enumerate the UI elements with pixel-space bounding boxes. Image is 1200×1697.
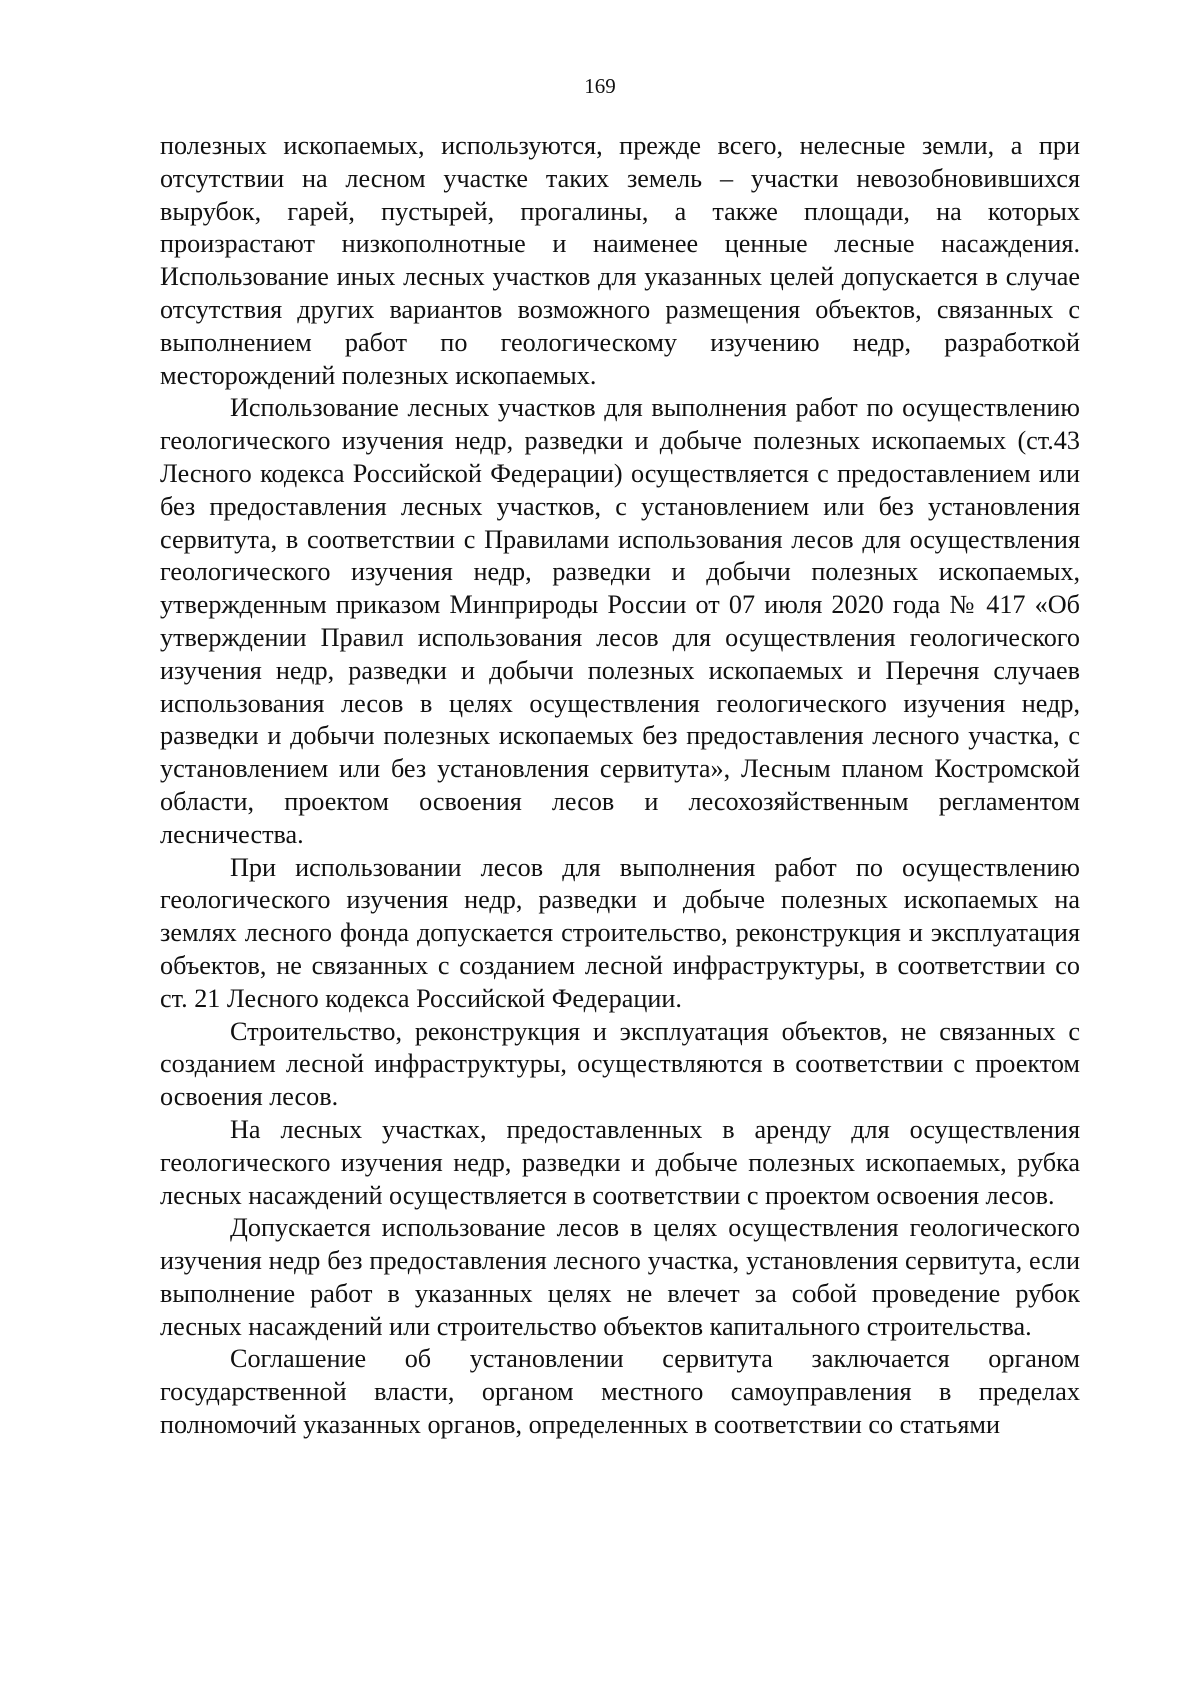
paragraph-continuation: полезных ископаемых, используются, прежде всего, нелесные земли, а при отсутствии на лесном участке таких земель – участки невозобновившихся вырубок, гарей, пустырей, прогалины, а также площади, на которых произрастают низкополнотные и наименее ценные лесные насаждения. Использование иных лесных участков для указанных целей допускается в случае отсутствия других вариантов возможного размещения объектов, связанных с выполнением работ по геологическому изучению недр, разработкой месторождений полезных ископаемых. — [160, 131, 1080, 390]
paragraph-lease-felling: На лесных участках, предоставленных в аренду для осуществления геологического изучения недр, разведки и добыче полезных ископаемых, рубка лесных насаждений осуществляется в соответствии с проектом освоения лесов. — [160, 1114, 1080, 1210]
paragraph-use-without-allocation: Допускается использование лесов в целях осуществления геологического изучения недр без предоставления лесного участка, установления сервитута, если выполнение работ в указанных целях не влечет за собой проведение рубок лесных насаждений или строительство объектов капитального строительства. — [160, 1213, 1080, 1341]
paragraph-forest-use-geology: Использование лесных участков для выполнения работ по осуществлению геологического изучения недр, разведки и добыче полезных ископаемых (ст.43 Лесного кодекса Российской Федерации) осуществляется с предоставлением или без предоставления лесных участков, с установлением или без установления сервитута, в соответствии с Правилами использования лесов для осуществления геологического изучения недр, разведки и добычи полезных ископаемых, утвержденным приказом Минприроды России от 07 июля 2020 года № 417 «Об утверждении Правил использования лесов для осуществления геологического изучения недр, разведки и добычи полезных ископаемых и Перечня случаев использования лесов в целях осуществления геологического изучения недр, разведки и добычи полезных ископаемых без предоставления лесного участка, с установлением или без установления сервитута», Лесным планом Костромской области, проектом освоения лесов и лесохозяйственным регламентом лесничества. — [160, 393, 1080, 849]
page-number: 169 — [584, 74, 616, 98]
paragraph-construction-project: Строительство, реконструкция и эксплуатация объектов, не связанных с созданием лесной инфраструктуры, осуществляются в соответствии с проектом освоения лесов. — [160, 1016, 1080, 1112]
paragraph-construction-allowed: При использовании лесов для выполнения работ по осуществлению геологического изучения недр, разведки и добыче полезных ископаемых на землях лесного фонда допускается строительство, реконструкция и эксплуатация объектов, не связанных с созданием лесной инфраструктуры, в соответствии со ст. 21 Лесного кодекса Российской Федерации. — [160, 852, 1080, 1013]
page-body — [160, 130, 1080, 1442]
paragraph-servitude-agreement: Соглашение об установлении сервитута заключается органом государственной власти, органом местного самоуправления в пределах полномочий указанных органов, определенных в соответствии со статьями — [160, 1344, 1080, 1440]
